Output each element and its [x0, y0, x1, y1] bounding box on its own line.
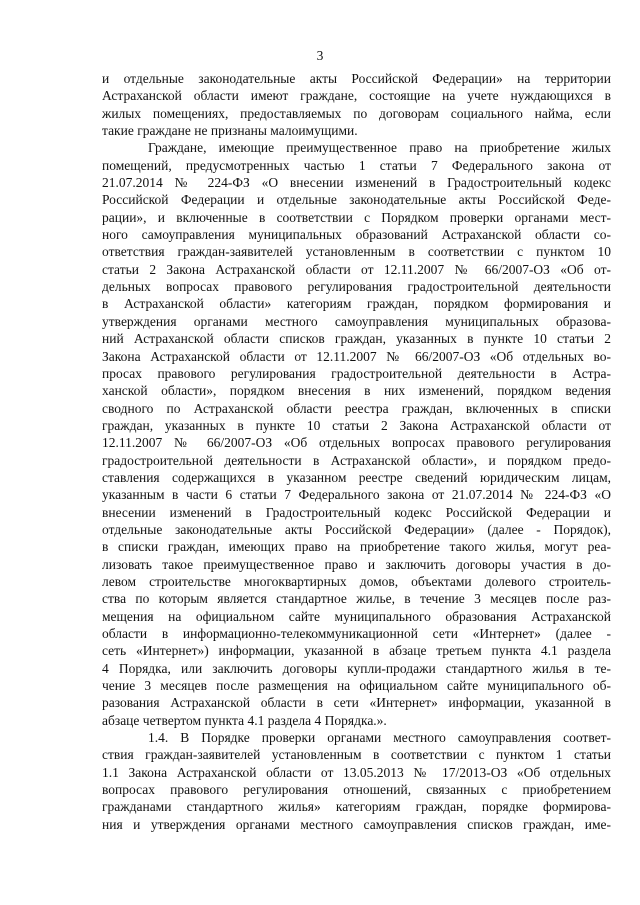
text-line: ханской области», порядком внесения в них изменений, порядком ведения	[102, 383, 611, 399]
text-line: мещения на официальном сайте муниципального образования Астраханской	[102, 608, 611, 624]
page-number: 3	[316, 48, 324, 63]
text-line: Граждане, имеющие преимущественное право на приобретение жилых	[148, 140, 611, 156]
text-line: внесении изменений в Градостроительный кодекс Российской Федерации и	[102, 504, 611, 520]
text-line: ния и утверждения органами местного самоуправления списков граждан, име-	[102, 816, 611, 832]
text-line: области в информационно-телекоммуникационной сети «Интернет» (далее -	[102, 626, 611, 641]
text-line: ного самоуправления муниципальных образований Астраханской области со-	[102, 227, 611, 243]
text-line: Астраханской области имеют граждане, состоящие на учете нуждающихся в	[102, 88, 611, 104]
text-line: лизовать такое преимущественное право и заключить договоры участия в до-	[102, 556, 611, 572]
text-line: просах правового регулирования градостроительной деятельности в Астра-	[102, 365, 611, 381]
paragraph	[102, 729, 611, 833]
paragraph	[102, 139, 611, 729]
text-line: в списки граждан, имеющих право на приобретение такого жилья, могут реа-	[102, 539, 611, 555]
text-line: градостроительной деятельности в Астраханской области», и порядком предо-	[102, 452, 611, 468]
text-line: Российской Федерации и отдельные законодательные акты Российской Феде-	[102, 192, 611, 208]
text-line: в Астраханской области» категориям граждан, порядком формирования и	[102, 296, 611, 312]
text-line: левом строительстве многоквартирных домов, объектами долевого строитель-	[102, 573, 611, 589]
text-line: Закона Астраханской области от 12.11.2007 № 66/2007-ОЗ «Об отдельных во-	[102, 348, 611, 364]
text-line: разования Астраханской области в сети «Интернет» информации, указанной в	[102, 695, 611, 711]
text-line: помещений, предусмотренных частью 1 статьи 7 Федерального закона от	[102, 157, 611, 173]
text-line: указанным в части 6 статьи 7 Федерального закона от 21.07.2014 № 224-ФЗ «О	[102, 487, 611, 503]
text-line: ответствия граждан-заявителей установленным в соответствии с пунктом 10	[102, 244, 611, 260]
text-line: чение 3 месяцев после размещения на официальном сайте муниципального об-	[102, 678, 611, 694]
text-line: ства по которым является стандартное жилье, в течение 3 месяцев после раз-	[102, 591, 611, 607]
text-line: граждан, указанных в пункте 10 статьи 2 Закона Астраханской области от	[102, 417, 611, 433]
text-line: дельных вопросах правового регулирования градостроительной деятельности	[102, 279, 611, 295]
text-line: гражданами стандартного жилья» категориям граждан, порядке формирова-	[102, 799, 611, 815]
text-line: такие граждане не признаны малоимущими.	[102, 123, 358, 139]
text-line: 4 Порядка, или заключить договоры купли-продажи стандартного жилья в те-	[102, 660, 611, 676]
text-line: отдельные законодательные акты Российской Федерации» (далее - Порядок),	[102, 521, 611, 537]
text-line: статьи 2 Закона Астраханской области от 12.11.2007 № 66/2007-ОЗ «Об от-	[102, 261, 611, 277]
document-body	[102, 70, 611, 833]
text-line: ний Астраханской области списков граждан, указанных в пункте 10 статьи 2	[102, 331, 611, 347]
text-line: вопросах правового регулирования отношений, связанных с приобретением	[102, 782, 611, 798]
text-line: 1.1 Закона Астраханской области от 13.05.2013 № 17/2013-ОЗ «Об отдельных	[102, 764, 611, 780]
text-line: 1.4. В Порядке проверки органами местного самоуправления соответ-	[148, 730, 611, 746]
text-line: 12.11.2007 № 66/2007-ОЗ «Об отдельных вопросах правового регулирования	[102, 435, 611, 451]
paragraph	[102, 70, 611, 139]
text-line: жилых помещениях, предоставляемых по договорам социального найма, если	[102, 105, 611, 121]
text-line: утверждения органами местного самоуправления муниципальных образова-	[102, 313, 611, 329]
text-line: 21.07.2014 № 224-ФЗ «О внесении изменений в Градостроительный кодекс	[102, 175, 611, 191]
text-line: ствия граждан-заявителей установленным в соответствии с пунктом 1 статьи	[102, 747, 611, 763]
text-line: рации», и включенные в соответствии с Порядком проверки органами мест-	[102, 209, 611, 225]
text-line: и отдельные законодательные акты Российской Федерации» на территории	[102, 71, 611, 86]
text-line: абзаце четвертом пункта 4.1 раздела 4 Порядка.».	[102, 712, 387, 728]
text-line: ставления содержащихся в указанном реестре сведений юридическим лицам,	[102, 469, 611, 485]
text-line: сеть «Интернет») информации, указанной в абзаце третьем пункта 4.1 раздела	[102, 643, 611, 659]
text-line: сводного по Астраханской области реестра граждан, включенных в списки	[102, 400, 611, 416]
